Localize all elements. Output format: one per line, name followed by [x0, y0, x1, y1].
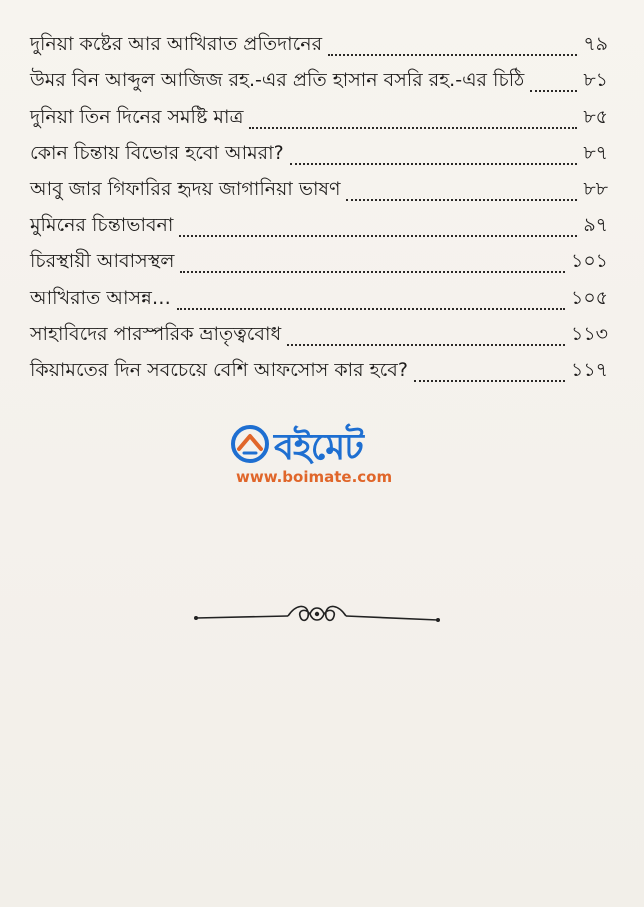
toc-entry: [30, 243, 608, 279]
toc-entry-title: সাহাবিদের পারস্পরিক ভ্রাতৃত্ববোধ: [30, 322, 282, 345]
dot-leader: [346, 199, 577, 201]
toc-entry-page: ৭৯: [583, 33, 608, 56]
boimate-watermark: [230, 420, 420, 490]
dot-leader: [179, 235, 577, 237]
toc-entry-page: ৯৭: [583, 214, 608, 237]
toc-entry-page: ১০১: [570, 250, 608, 273]
toc-entry: [30, 135, 608, 171]
toc-entry-title: দুনিয়া কষ্টের আর আখিরাত প্রতিদানের: [30, 33, 323, 56]
toc-entry: [30, 316, 608, 352]
toc-entry-title: আখিরাত আসন্ন…: [30, 286, 171, 309]
toc-entry-title: উমর বিন আব্দুল আজিজ রহ.-এর প্রতি হাসান বসরি রহ.-এর চিঠি: [30, 69, 525, 92]
toc-entry-page: ১১৩: [570, 322, 608, 345]
toc-entry-page: ৮৮: [583, 177, 608, 200]
dot-leader: [287, 344, 565, 346]
toc-entry-page: ৮৫: [583, 105, 608, 128]
toc-entry-page: ৮১: [583, 69, 608, 92]
toc-entry-title: কিয়ামতের দিন সবচেয়ে বেশি আফসোস কার হবে?: [30, 358, 408, 381]
ornamental-divider: [192, 598, 442, 632]
toc-entry: [30, 98, 608, 134]
toc-entry-title: দুনিয়া তিন দিনের সমষ্টি মাত্র: [30, 105, 244, 128]
toc-entry-page: ৮৭: [583, 141, 608, 164]
toc-entry-title: কোন চিন্তায় বিভোর হবো আমরা?: [30, 141, 284, 164]
toc-entry-title: মুমিনের চিন্তাভাবনা: [30, 214, 174, 237]
toc-entry-page: ১০৫: [570, 286, 608, 309]
boimate-logo-icon: [230, 424, 270, 464]
toc-entry: [30, 26, 608, 62]
dot-leader: [530, 90, 577, 92]
dot-leader: [177, 308, 565, 310]
dot-leader: [328, 54, 577, 56]
dot-leader: [249, 127, 577, 129]
toc-entry: [30, 207, 608, 243]
toc-entry-title: আবু জার গিফারির হৃদয় জাগানিয়া ভাষণ: [30, 177, 341, 200]
toc-entry: [30, 171, 608, 207]
table-of-contents: [30, 26, 608, 388]
watermark-url: www.boimate.com: [236, 468, 393, 486]
toc-entry-title: চিরস্থায়ী আবাসস্থল: [30, 250, 175, 273]
dot-leader: [414, 380, 565, 382]
dot-leader: [290, 163, 578, 165]
toc-entry: [30, 279, 608, 315]
dot-leader: [180, 271, 565, 273]
watermark-brand: বইমেট: [274, 427, 363, 468]
toc-entry: [30, 62, 608, 98]
toc-entry: [30, 352, 608, 388]
toc-entry-page: ১১৭: [570, 358, 608, 381]
